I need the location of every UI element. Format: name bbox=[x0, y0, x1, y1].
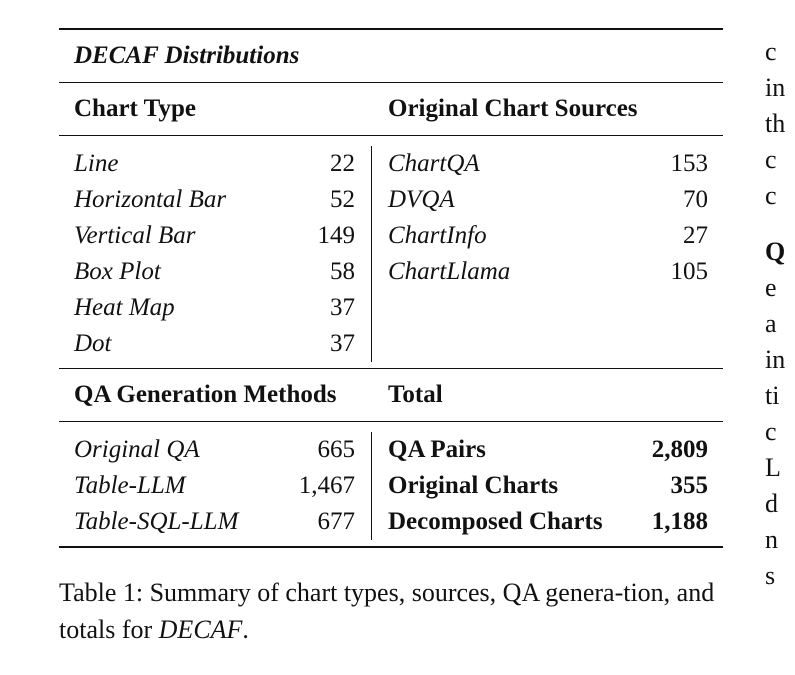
header-row-2 bbox=[59, 369, 723, 421]
side-line: s bbox=[765, 561, 776, 590]
adjacent-column-text bbox=[765, 34, 795, 594]
total-name: QA Pairs bbox=[388, 436, 486, 463]
caption-emphasis: DECAF bbox=[158, 615, 243, 644]
caption-prefix: Table 1: Summary of chart types, sources, QA genera-tion, and totals for bbox=[59, 578, 715, 644]
side-line: c bbox=[765, 181, 777, 210]
source-name: ChartQA bbox=[388, 150, 480, 177]
source-count: 70 bbox=[683, 186, 708, 213]
side-line: d bbox=[765, 489, 778, 518]
table-row bbox=[388, 468, 708, 504]
qa-methods-header: QA Generation Methods bbox=[74, 381, 337, 408]
side-line: a bbox=[765, 309, 777, 338]
qa-method-name: Table-LLM bbox=[74, 472, 186, 499]
table-row bbox=[388, 146, 708, 182]
table-row bbox=[388, 432, 708, 468]
table-title: DECAF Distributions bbox=[74, 42, 300, 69]
table-row bbox=[74, 504, 355, 540]
side-line: L bbox=[765, 453, 781, 482]
chart-type-count: 37 bbox=[330, 294, 355, 321]
total-count: 1,188 bbox=[651, 508, 708, 535]
total-count: 355 bbox=[670, 472, 708, 499]
section-1 bbox=[59, 136, 723, 368]
totals-column bbox=[372, 432, 723, 540]
table-caption bbox=[59, 574, 723, 648]
qa-method-count: 677 bbox=[317, 508, 355, 535]
side-line: c bbox=[765, 37, 777, 66]
chart-type-count: 58 bbox=[330, 258, 355, 285]
source-name: ChartLlama bbox=[388, 258, 511, 285]
chart-type-name: Box Plot bbox=[74, 258, 161, 285]
qa-method-name: Original QA bbox=[74, 436, 200, 463]
table-row bbox=[388, 504, 708, 540]
table-row bbox=[74, 326, 355, 362]
section-2 bbox=[59, 422, 723, 546]
side-line: th bbox=[765, 109, 786, 138]
source-name: DVQA bbox=[388, 186, 455, 213]
table-row bbox=[74, 182, 355, 218]
summary-table bbox=[59, 28, 723, 548]
total-header: Total bbox=[388, 381, 443, 408]
side-line: e bbox=[765, 273, 777, 302]
chart-type-count: 52 bbox=[330, 186, 355, 213]
table-row bbox=[74, 432, 355, 468]
table-row bbox=[74, 468, 355, 504]
caption-suffix: . bbox=[242, 615, 249, 644]
side-line: in bbox=[765, 345, 786, 374]
chart-type-header: Chart Type bbox=[74, 95, 196, 122]
qa-method-count: 665 bbox=[317, 436, 355, 463]
table-row bbox=[74, 290, 355, 326]
chart-type-name: Line bbox=[74, 150, 119, 177]
chart-type-name: Dot bbox=[74, 330, 112, 357]
table-row bbox=[388, 218, 708, 254]
chart-type-name: Vertical Bar bbox=[74, 222, 196, 249]
chart-type-name: Horizontal Bar bbox=[74, 186, 227, 213]
total-count: 2,809 bbox=[651, 436, 708, 463]
side-line: n bbox=[765, 525, 778, 554]
bottom-rule bbox=[59, 546, 723, 548]
table-row bbox=[388, 254, 708, 290]
header-row-1 bbox=[59, 83, 723, 135]
table-row bbox=[74, 254, 355, 290]
qa-methods-column bbox=[59, 432, 372, 540]
chart-types-column bbox=[59, 146, 372, 362]
side-line: c bbox=[765, 417, 777, 446]
total-name: Original Charts bbox=[388, 472, 559, 499]
side-line: ti bbox=[765, 381, 780, 410]
source-count: 105 bbox=[670, 258, 708, 285]
sources-header: Original Chart Sources bbox=[388, 95, 638, 122]
chart-type-count: 37 bbox=[330, 330, 355, 357]
source-count: 27 bbox=[683, 222, 708, 249]
chart-type-name: Heat Map bbox=[74, 294, 175, 321]
sources-column bbox=[372, 146, 723, 362]
chart-type-count: 22 bbox=[330, 150, 355, 177]
side-line: c bbox=[765, 145, 777, 174]
source-count: 153 bbox=[670, 150, 708, 177]
side-heading: Q bbox=[765, 237, 786, 266]
qa-method-name: Table-SQL-LLM bbox=[74, 508, 239, 535]
table-row bbox=[74, 218, 355, 254]
source-name: ChartInfo bbox=[388, 222, 487, 249]
total-name: Decomposed Charts bbox=[388, 508, 603, 535]
table-row bbox=[388, 182, 708, 218]
qa-method-count: 1,467 bbox=[298, 472, 355, 499]
table-title-row bbox=[59, 30, 723, 82]
chart-type-count: 149 bbox=[317, 222, 355, 249]
table-row bbox=[74, 146, 355, 182]
side-line: in bbox=[765, 73, 786, 102]
